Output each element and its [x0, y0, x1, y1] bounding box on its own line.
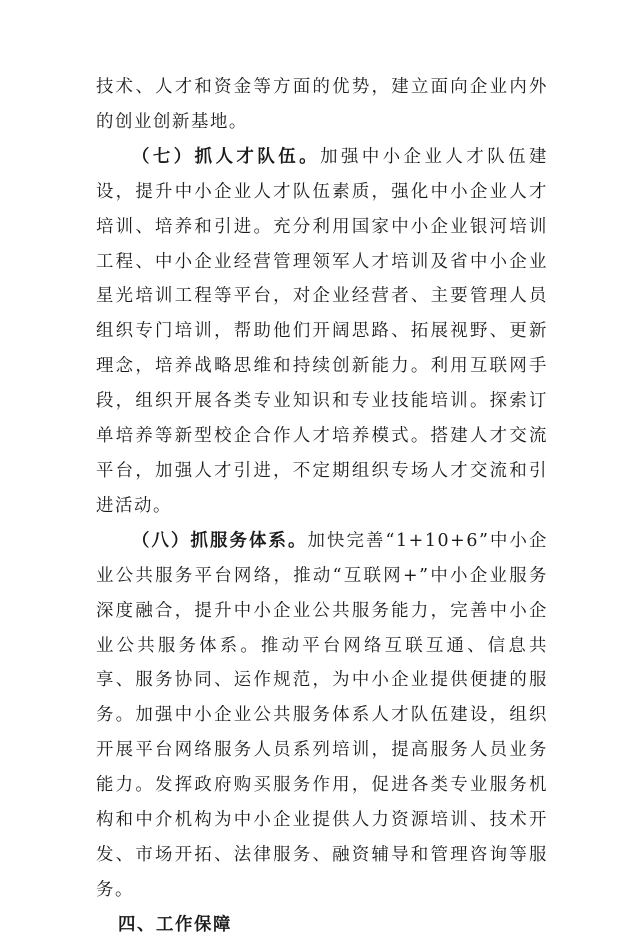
paragraph-lead-heading: （七）抓人才队伍。 — [132, 146, 321, 167]
paragraph-text: 加快完善“1+10+6”中小企业公共服务平台网络，推动“互联网+”中小企业服务深度融合，提升中小企业公共服务能力，完善中小企业公共服务体系。推动平台网络互联互通、信息共享、服务协同、运作规范，为中小企业提供便捷的服务。加强中小企业公共服务体系人才队伍建设，组织开展平台网络服务人员系列培训，提高服务人员业务能力。发挥政府购买服务作用，促进各类专业服务机构和中介机构为中小企业提供人力资源培训、技术开发、市场开拓、法律服务、融资辅导和管理咨询等服务。 — [96, 530, 549, 900]
paragraph-talent-team — [96, 140, 548, 524]
paragraph-text: 技术、人才和资金等方面的优势，建立面向企业内外的创业创新基地。 — [96, 77, 548, 132]
paragraph-text: 加强中小企业人才队伍建设，提升中小企业人才队伍素质，强化中小企业人才培训、培养和引进。充分利用国家中小企业银河培训工程、中小企业经营管理领军人才培训及省中小企业星光培训工程等平台，对企业经营者、主要管理人员组织专门培训，帮助他们开阔思路、拓展视野、更新理念，培养战略思维和持续创新能力。利用互联网手段，组织开展各类专业知识和专业技能培训。探索订单培养等新型校企合作人才培养模式。搭建人才交流平台，加强人才引进，不定期组织专场人才交流和引进活动。 — [96, 146, 548, 516]
document-page — [96, 70, 548, 943]
section-heading: 四、工作保障 — [118, 914, 232, 935]
paragraph-service-system — [96, 524, 548, 908]
paragraph-continuation — [96, 70, 548, 140]
paragraph-lead-heading: （八）抓服务体系。 — [132, 530, 308, 551]
